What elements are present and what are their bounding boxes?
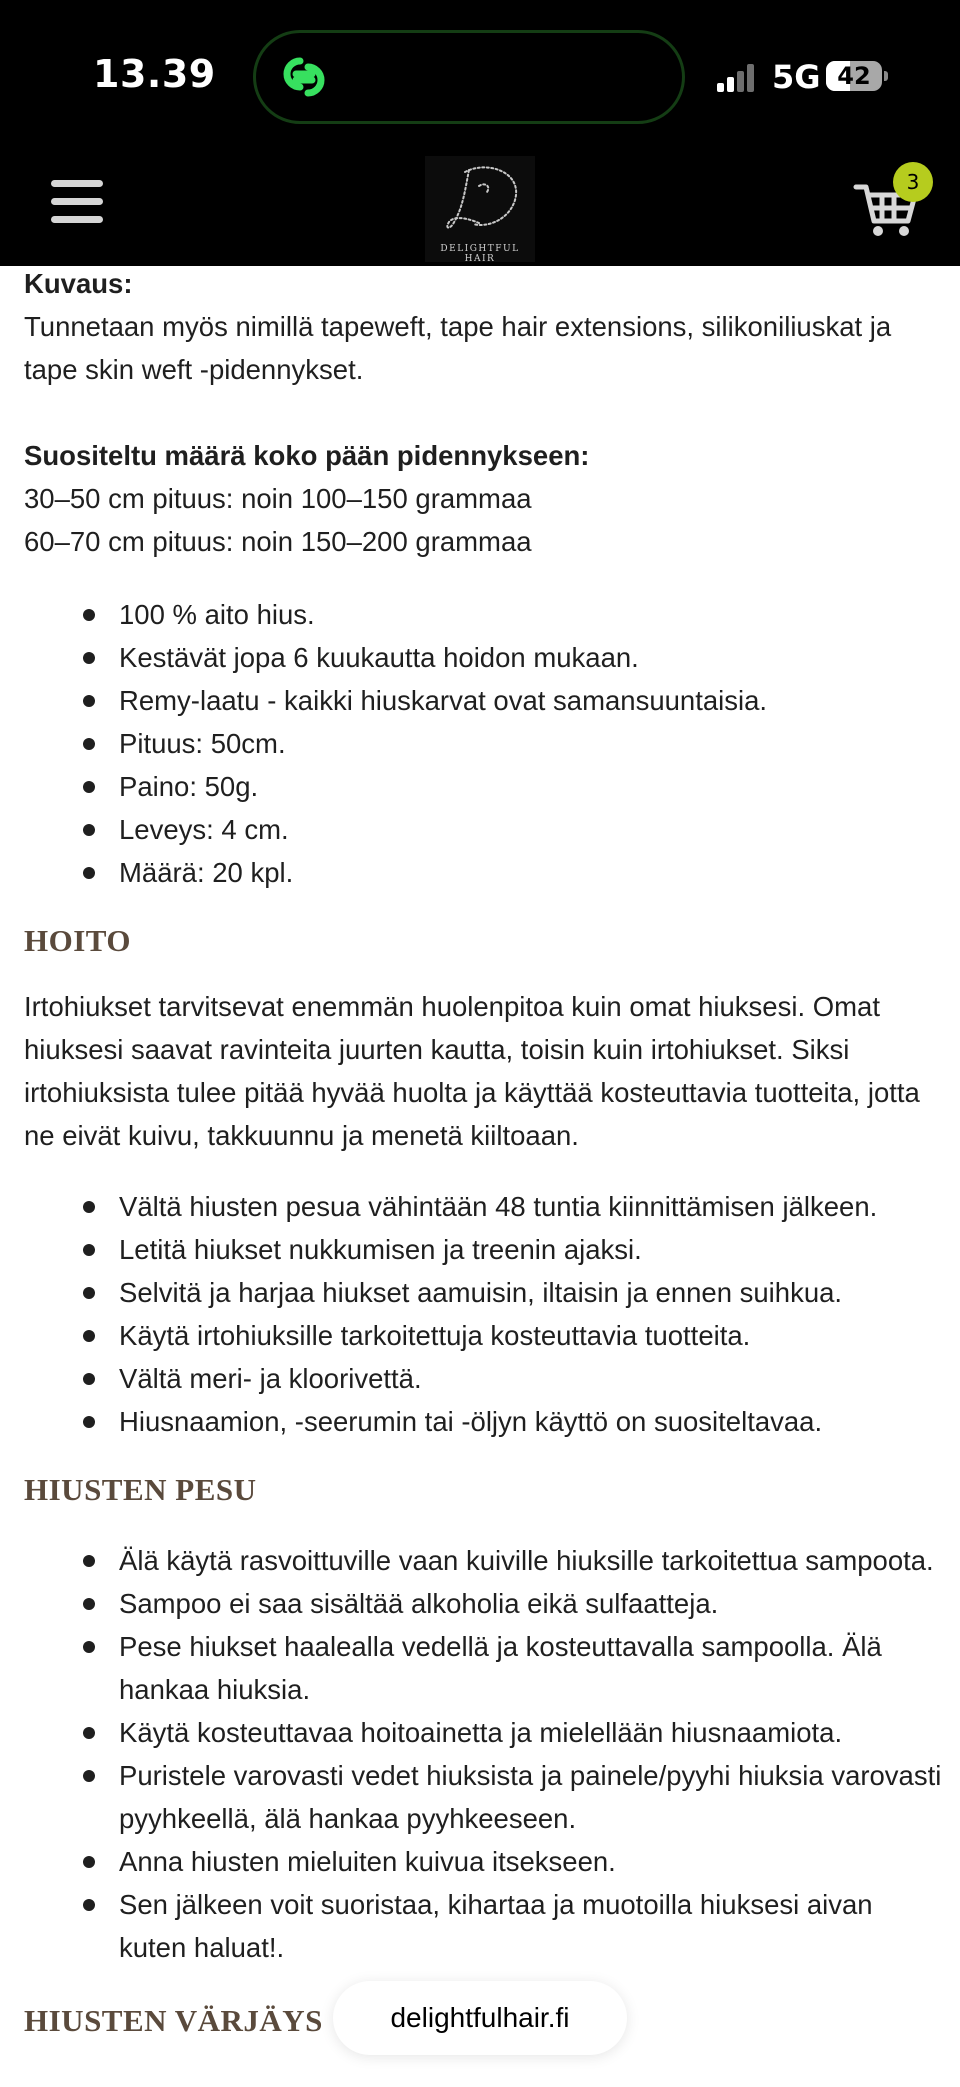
- link-activity-icon: [276, 51, 332, 103]
- signal-strength-icon: [717, 62, 757, 92]
- list-item: Vältä meri- ja kloorivettä.: [24, 1357, 944, 1400]
- battery-icon: [826, 61, 882, 91]
- recommended-amount-line: 30–50 cm pituus: noin 100–150 grammaa: [24, 483, 532, 514]
- list-item: Käytä irtohiuksille tarkoitettuja kosteuttavia tuotteita.: [24, 1314, 944, 1357]
- list-item: Leveys: 4 cm.: [24, 808, 944, 851]
- description-text: Tunnetaan myös nimillä tapeweft, tape hair extensions, silikoniliuskat ja tape skin weft -pidennykset.: [24, 311, 892, 385]
- wash-heading: HIUSTEN PESU: [24, 1472, 257, 1507]
- recommended-amount-line: 60–70 cm pituus: noin 150–200 grammaa: [24, 526, 532, 557]
- feature-list: [24, 593, 944, 894]
- wash-list: [24, 1539, 944, 1969]
- list-item: Sampoo ei saa sisältää alkoholia eikä sulfaatteja.: [24, 1582, 944, 1625]
- browser-url-bar[interactable]: delightfulhair.fi: [333, 1981, 627, 2055]
- network-type: 5G: [772, 58, 821, 96]
- description-label: Kuvaus:: [24, 268, 133, 299]
- site-header: [0, 156, 960, 266]
- list-item: Älä käytä rasvoittuville vaan kuiville hiuksille tarkoitettua sampoota.: [24, 1539, 944, 1582]
- hamburger-menu-icon[interactable]: [51, 180, 103, 224]
- list-item: Vältä hiusten pesua vähintään 48 tuntia kiinnittämisen jälkeen.: [24, 1185, 944, 1228]
- battery-percent: 42: [837, 62, 871, 90]
- list-item: Pituus: 50cm.: [24, 722, 944, 765]
- dynamic-island[interactable]: [253, 30, 685, 124]
- care-list: [24, 1185, 944, 1443]
- status-time: 13.39: [93, 52, 216, 96]
- list-item: Hiusnaamion, -seerumin tai -öljyn käyttö on suositeltavaa.: [24, 1400, 944, 1443]
- dye-heading: HIUSTEN VÄRJÄYS: [24, 2003, 323, 2038]
- product-description: [24, 262, 944, 2042]
- site-logo[interactable]: [425, 156, 535, 262]
- list-item: Paino: 50g.: [24, 765, 944, 808]
- list-item: Selvitä ja harjaa hiukset aamuisin, iltaisin ja ennen suihkua.: [24, 1271, 944, 1314]
- list-item: Kestävät jopa 6 kuukautta hoidon mukaan.: [24, 636, 944, 679]
- list-item: Sen jälkeen voit suoristaa, kihartaa ja muotoilla hiuksesi aivan kuten haluat!.: [24, 1883, 944, 1969]
- list-item: 100 % aito hius.: [24, 593, 944, 636]
- battery-tip: [884, 71, 888, 81]
- list-item: Puristele varovasti vedet hiuksista ja painele/pyyhi hiuksia varovasti pyyhkeellä, älä hankaa pyyhkeeseen.: [24, 1754, 944, 1840]
- list-item: Letitä hiukset nukkumisen ja treenin ajaksi.: [24, 1228, 944, 1271]
- recommended-amount-label: Suositeltu määrä koko pään pidennykseen:: [24, 440, 590, 471]
- list-item: Käytä kosteuttavaa hoitoainetta ja mielellään hiusnaamiota.: [24, 1711, 944, 1754]
- list-item: Remy-laatu - kaikki hiuskarvat ovat samansuuntaisia.: [24, 679, 944, 722]
- list-item: Pese hiukset haalealla vedellä ja kosteuttavalla sampoolla. Älä hankaa hiuksia.: [24, 1625, 944, 1711]
- cart-count-badge[interactable]: 3: [893, 162, 933, 202]
- logo-monogram-icon: [425, 156, 535, 242]
- status-bar: [0, 0, 960, 156]
- care-text: Irtohiukset tarvitsevat enemmän huolenpitoa kuin omat hiuksesi. Omat hiuksesi saavat ravinteita juurten kautta, toisin kuin irtohiukset. Siksi irtohiuksista tulee pitää hyvää huolta ja käyttää kosteuttavia tuotteita, jotta ne eivät kuivu, takkuunnu ja menetä kiiltoaan.: [24, 991, 920, 1151]
- logo-text: DELIGHTFUL HAIR: [440, 244, 520, 264]
- list-item: Anna hiusten mieluiten kuivua itsekseen.: [24, 1840, 944, 1883]
- list-item: Määrä: 20 kpl.: [24, 851, 944, 894]
- care-heading: HOITO: [24, 923, 132, 958]
